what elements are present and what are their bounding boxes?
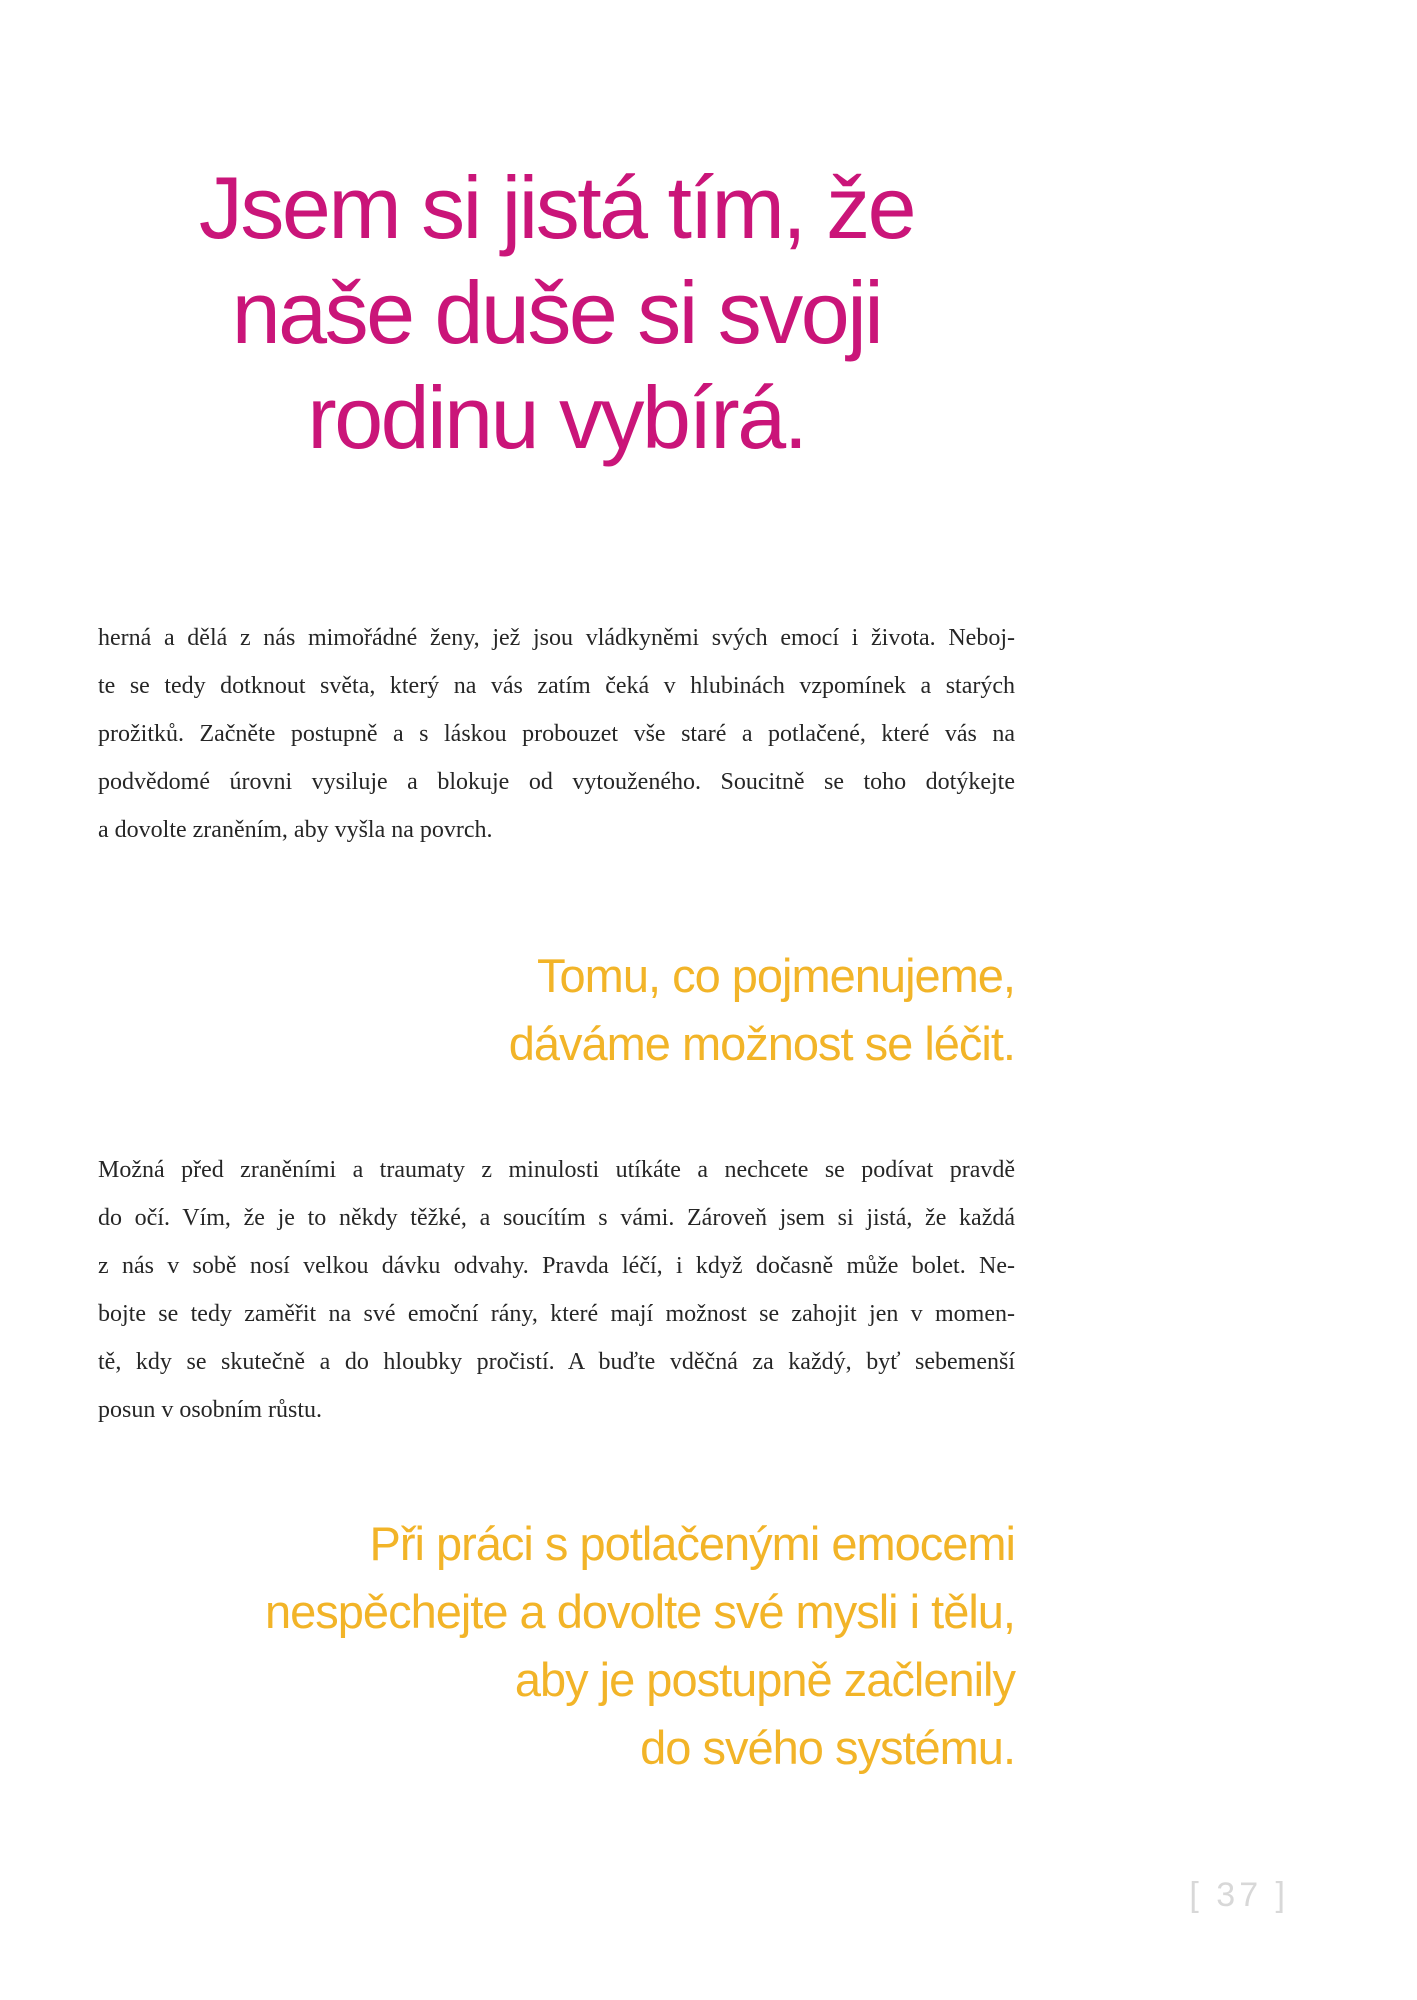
pull-quote-line: nespěchejte a dovolte své mysli i tělu, <box>265 1585 1015 1638</box>
paragraph-line: herná a dělá z nás mimořádné ženy, jež jsou vládkyněmi svých emocí i života. Neboj- <box>98 625 1015 651</box>
body-paragraph-1 <box>98 614 1015 854</box>
paragraph-line: te se tedy dotknout světa, který na vás zatím čeká v hlubinách vzpomínek a starých <box>98 673 1015 699</box>
pull-quote-line: Při práci s potlačenými emocemi <box>369 1517 1015 1570</box>
page-number: [ 37 ] <box>1189 1876 1289 1914</box>
pull-quote-line: aby je postupně začlenily <box>514 1653 1015 1706</box>
pull-quote-1 <box>98 942 1015 1078</box>
paragraph-line: posun v osobním růstu. <box>98 1397 323 1423</box>
paragraph-line: bojte se tedy zaměřit na své emoční rány, které mají možnost se zahojit jen v momen- <box>98 1301 1015 1327</box>
paragraph-line: a dovolte zraněním, aby vyšla na povrch. <box>98 817 493 843</box>
body-paragraph-2 <box>98 1146 1015 1434</box>
paragraph-line: Možná před zraněními a traumaty z minulosti utíkáte a nechcete se podívat pravdě <box>98 1157 1015 1183</box>
paragraph-line: tě, kdy se skutečně a do hloubky pročistí. A buďte vděčná za každý, byť sebemenší <box>98 1349 1015 1375</box>
pull-quote-line: dáváme možnost se léčit. <box>508 1017 1015 1070</box>
page-title-line: Jsem si jistá tím, že <box>198 157 915 257</box>
pull-quote-line: do svého systému. <box>640 1721 1015 1774</box>
paragraph-line: do očí. Vím, že je to někdy těžké, a soucítím s vámi. Zároveň jsem si jistá, že každá <box>98 1205 1015 1231</box>
pull-quote-2 <box>98 1510 1015 1782</box>
page-title-line: rodinu vybírá. <box>307 367 806 467</box>
paragraph-line: z nás v sobě nosí velkou dávku odvahy. Pravda léčí, i když dočasně může bolet. Ne- <box>98 1253 1015 1279</box>
page-title <box>98 155 1015 470</box>
page-title-line: naše duše si svoji <box>231 262 882 362</box>
pull-quote-line: Tomu, co pojmenujeme, <box>537 949 1015 1002</box>
paragraph-line: podvědomé úrovni vysiluje a blokuje od vytouženého. Soucitně se toho dotýkejte <box>98 769 1015 795</box>
paragraph-line: prožitků. Začněte postupně a s láskou probouzet vše staré a potlačené, které vás na <box>98 721 1015 747</box>
